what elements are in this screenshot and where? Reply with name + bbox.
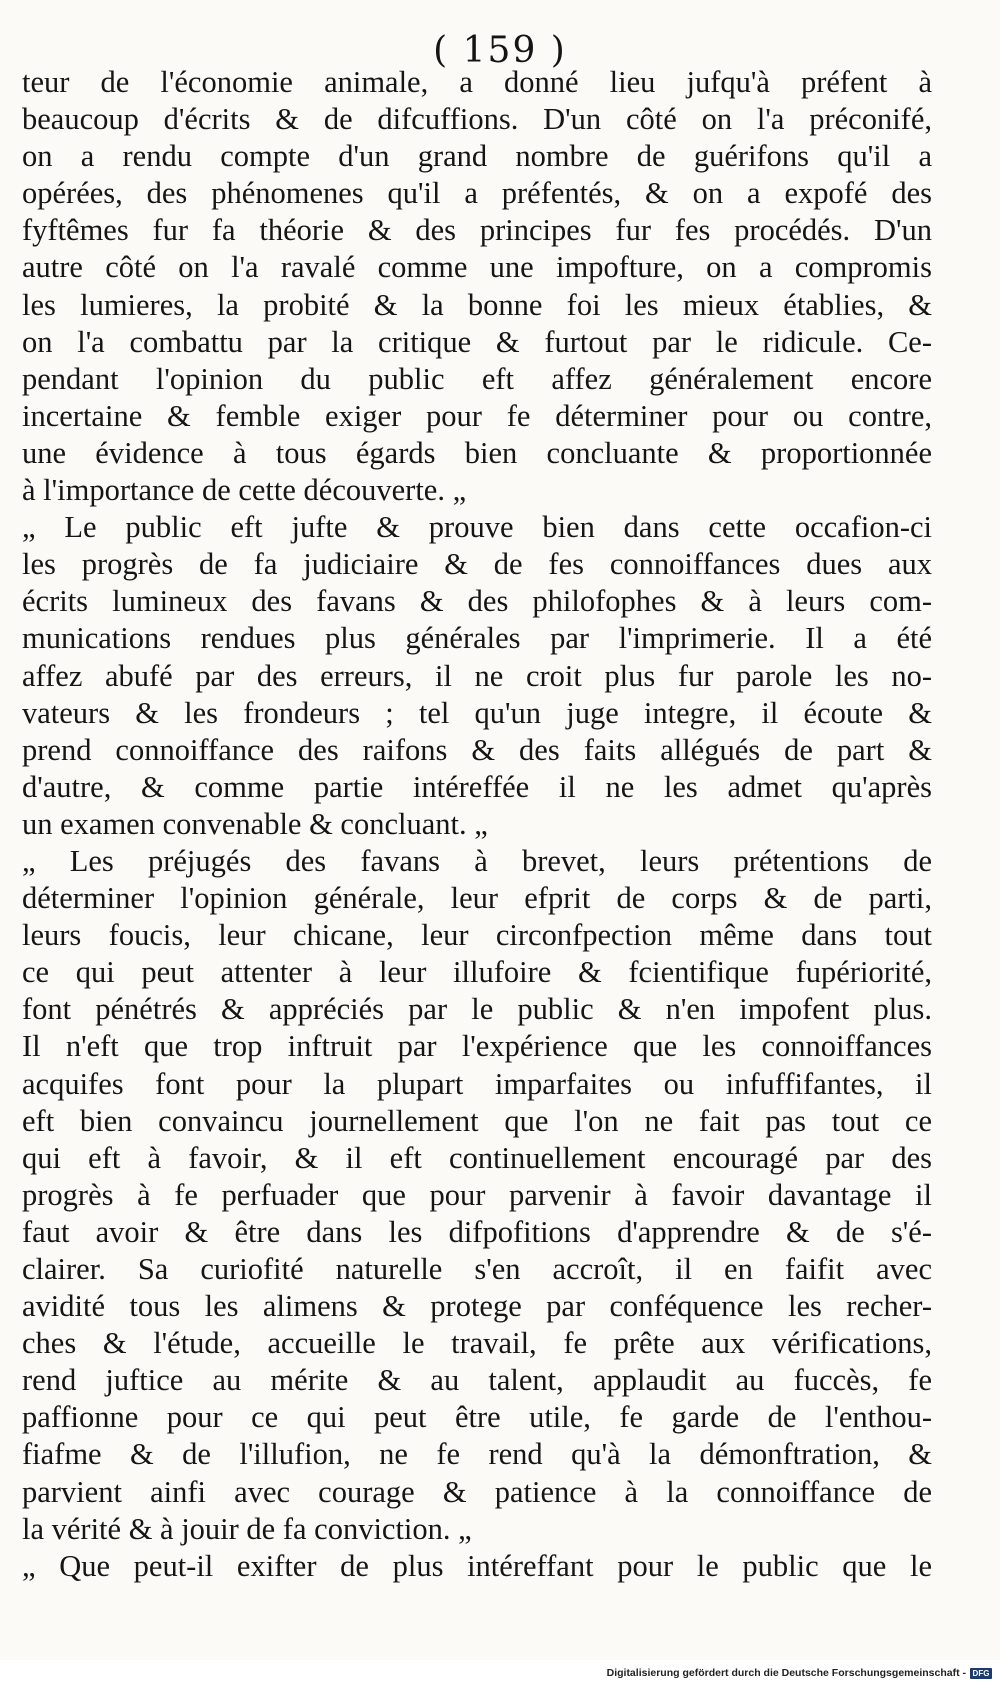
text-line: on l'a combattu par la critique & furtout par le ridicule. Ce- — [22, 324, 932, 359]
text-line: une évidence à tous égards bien concluante & proportionnée — [22, 435, 932, 470]
text-line: les progrès de fa judiciaire & de fes connoiffances dues aux — [22, 547, 932, 582]
text-line: avidité tous les alimens & protege par conféquence les recher- — [22, 1289, 932, 1324]
text-line: on a rendu compte d'un grand nombre de guérifons qu'il a — [22, 139, 932, 174]
text-line: autre côté on l'a ravalé comme une impofture, on a compromis — [22, 250, 932, 285]
text-line: font pénétrés & appréciés par le public & n'en impofent plus. — [22, 992, 932, 1027]
text-line: écrits lumineux des favans & des philofophes & à leurs com- — [22, 584, 932, 619]
dfg-logo-icon: DFG — [970, 1668, 992, 1679]
text-line: teur de l'économie animale, a donné lieu jufqu'à préfent à — [22, 65, 932, 99]
text-line: fyftêmes fur fa théorie & des principes fur fes procédés. D'un — [22, 213, 932, 248]
text-line: munications rendues plus générales par l'imprimerie. Il a été — [22, 621, 932, 656]
text-line: ches & l'étude, accueille le travail, fe prête aux vérifications, — [22, 1326, 932, 1361]
body-text — [22, 64, 932, 1585]
text-line: prend connoiffance des raifons & des faits allégués de part & — [22, 732, 932, 767]
text-line: qui eft à favoir, & il eft continuellement encouragé par des — [22, 1140, 932, 1175]
text-line: acquifes font pour la plupart imparfaites ou infuffifantes, il — [22, 1066, 932, 1101]
text-line: les lumieres, la probité & la bonne foi les mieux établies, & — [22, 287, 932, 322]
digitization-credit — [607, 1667, 992, 1679]
text-line: affez abufé par des erreurs, il ne croit plus fur parole les no- — [22, 658, 932, 693]
text-line: beaucoup d'écrits & de difcuffions. D'un côté on l'a préconifé, — [22, 102, 932, 137]
text-line: Il n'eft que trop inftruit par l'expérience que les connoiffances — [22, 1029, 932, 1064]
text-line: incertaine & femble exiger pour fe déterminer pour ou contre, — [22, 398, 932, 433]
text-line: ce qui peut attenter à leur illufoire & fcientifique fupériorité, — [22, 955, 932, 990]
text-line: „ Les préjugés des favans à brevet, leurs prétentions de — [22, 843, 932, 878]
credit-text: Digitalisierung gefördert durch die Deutsche Forschungsgemeinschaft - — [606, 1667, 966, 1679]
page-number: ( 159 ) — [433, 30, 567, 71]
text-line: d'autre, & comme partie intéreffée il ne les admet qu'après — [22, 769, 932, 804]
text-line: un examen convenable & concluant. „ — [22, 806, 488, 841]
text-line: paffionne pour ce qui peut être utile, fe garde de l'enthou- — [22, 1400, 932, 1435]
text-line: progrès à fe perfuader que pour parvenir à favoir davantage il — [22, 1177, 932, 1212]
text-line: eft bien convaincu journellement que l'on ne fait pas tout ce — [22, 1103, 932, 1138]
text-line: clairer. Sa curiofité naturelle s'en accroît, il en faifit avec — [22, 1252, 932, 1286]
text-line: „ Que peut-il exifter de plus intéreffant pour le public que le — [22, 1548, 932, 1583]
text-line: rend juftice au mérite & au talent, applaudit au fuccès, fe — [22, 1363, 932, 1398]
text-line: vateurs & les frondeurs ; tel qu'un juge integre, il écoute & — [22, 695, 932, 730]
text-line: à l'importance de cette découverte. „ — [22, 473, 467, 508]
text-line: leurs foucis, leur chicane, leur circonfpection même dans tout — [22, 918, 932, 953]
text-line: déterminer l'opinion générale, leur efprit de corps & de parti, — [22, 881, 932, 916]
text-line: „ Le public eft jufte & prouve bien dans cette occafion-ci — [22, 510, 932, 545]
text-line: opérées, des phénomenes qu'il a préfentés, & on a expofé des — [22, 176, 932, 211]
text-line: pendant l'opinion du public eft affez généralement encore — [22, 361, 932, 396]
text-line: parvient ainfi avec courage & patience à la connoiffance de — [22, 1474, 932, 1509]
text-line: faut avoir & être dans les difpofitions d'apprendre & de s'é- — [22, 1214, 932, 1249]
text-line: fiafme & de l'illufion, ne fe rend qu'à la démonftration, & — [22, 1437, 932, 1472]
text-line: la vérité & à jouir de fa conviction. „ — [22, 1511, 472, 1546]
